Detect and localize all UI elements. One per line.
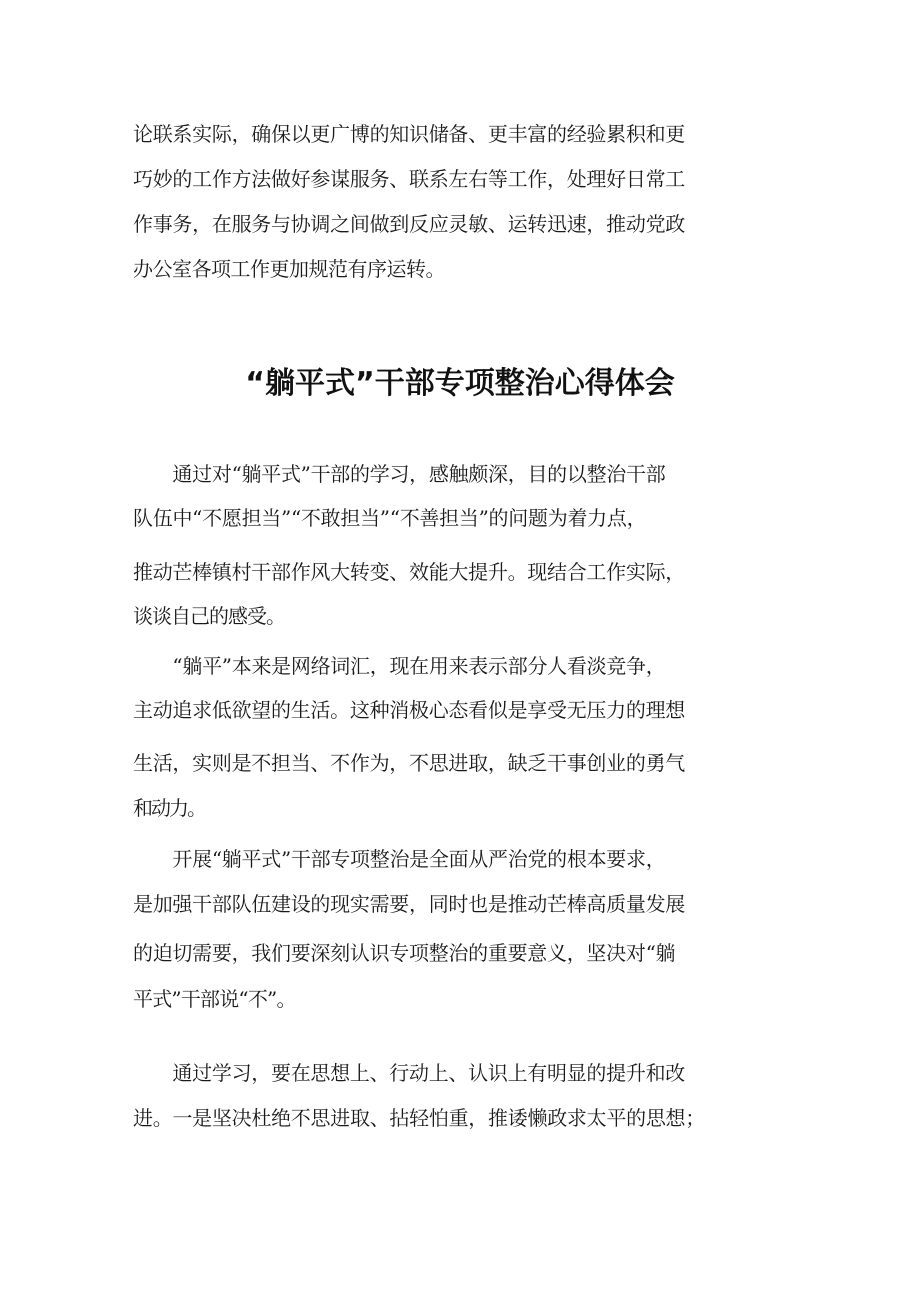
- paragraph2-line-4: 和动力。: [133, 796, 205, 820]
- document-title: “躺平式”干部专项整治心得体会: [245, 366, 675, 401]
- paragraph3-line-1: 开展“躺平式”干部专项整治是全面从严治党的根本要求，: [133, 847, 666, 871]
- intro-line-1: 论联系实际，确保以更广博的知识储备、更丰富的经验累积和更: [133, 122, 685, 146]
- paragraph2-line-2: 主动追求低欲望的生活。这种消极心态看似是享受无压力的理想: [133, 698, 685, 722]
- paragraph4-line-1: 通过学习，要在思想上、行动上、认识上有明显的提升和改: [133, 1061, 685, 1085]
- paragraph1-line-4: 谈谈自己的感受。: [133, 604, 285, 628]
- intro-line-4: 办公室各项工作更加规范有序运转。: [133, 257, 445, 281]
- paragraph1-line-2: 队伍中“不愿担当”“不敢担当”“不善担当”的问题为着力点，: [133, 506, 647, 530]
- intro-line-2: 巧妙的工作方法做好参谋服务、联系左右等工作，处理好日常工: [133, 167, 685, 191]
- paragraph4-line-2: 进。一是坚决杜绝不思进取、拈轻怕重，推诿懒政求太平的思想；: [133, 1106, 705, 1130]
- paragraph2-line-3: 生活，实则是不担当、不作为，不思进取，缺乏干事创业的勇气: [133, 751, 685, 775]
- paragraph1-line-1: 通过对“躺平式”干部的学习，感触颇深，目的以整治干部: [133, 462, 666, 486]
- paragraph3-line-3: 的迫切需要，我们要深刻认识专项整治的重要意义，坚决对“躺: [133, 941, 676, 965]
- paragraph3-line-4: 平式”干部说“不”。: [133, 987, 296, 1011]
- paragraph2-line-1: “躺平”本来是网络词汇，现在用来表示部分人看淡竞争，: [133, 654, 666, 678]
- paragraph1-line-3: 推动芒棒镇村干部作风大转变、效能大提升。现结合工作实际，: [133, 560, 685, 584]
- intro-line-3: 作事务，在服务与协调之间做到反应灵敏、运转迅速，推动党政: [133, 212, 685, 236]
- paragraph3-line-2: 是加强干部队伍建设的现实需要，同时也是推动芒棒高质量发展: [133, 892, 685, 916]
